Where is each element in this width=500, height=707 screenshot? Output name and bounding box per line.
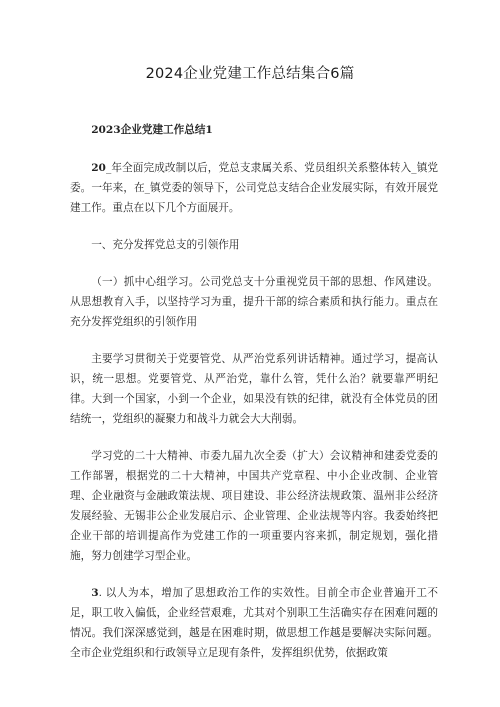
paragraph-1 — [70, 158, 438, 218]
paragraph-6 — [70, 583, 438, 663]
document-title: 2024企业党建工作总结集合6篇 — [145, 66, 355, 82]
section-subtitle: 2023企业党建工作总结1 — [91, 124, 213, 136]
paragraph-1-year: 20 — [91, 162, 106, 174]
paragraph-1-text: _年全面完成改制以后，党总支隶属关系、党员组织关系整体转入_镇党委。一年来，在_镇党委的领导下，公司党总支结合企业发展实际，有效开展党建工作。重点在以下几个方面展开。 — [70, 162, 438, 214]
paragraph-4: 主要学习贯彻关于党要管党、从严治党系列讲话精神。通过学习，提高认识，统一思想。党要管党、从严治党，靠什么管，凭什么治？就要靠严明纪律。大到一个国家，小到一个企业，如果没有铁的纪律，就没有全体党员的团结统一，党组织的凝聚力和战斗力就会大大削弱。 — [70, 353, 438, 425]
paragraph-3: （一）抓中心组学习。公司党总支十分重视党员干部的思想、作风建设。从思想教育入手，以坚持学习为重，提升干部的综合素质和执行能力。重点在充分发挥党组织的引领作用 — [70, 276, 438, 328]
document-body — [70, 120, 438, 663]
section-heading-1: 一、充分发挥党总支的引领作用 — [91, 239, 240, 251]
paragraph-6-number: 3 — [91, 587, 99, 599]
paragraph-6-text: . 以人为本，增加了思想政治工作的实效性。目前全市企业普遍开工不足，职工收入偏低，企业经营艰难，尤其对个别职工生活确实存在困难问题的情况。我们深深感觉到，越是在困难时期，做思想工作越是要解决实际问题。全市企业党组织和行政领导立足现有条件，发挥组织优势，依据政策 — [70, 587, 438, 659]
paragraph-5: 学习党的二十大精神、市委九届九次全委（扩大）会议精神和建委党委的工作部署，根据党的二十大精神，中国共产党章程、中小企业改制、企业管理、企业融资与金融政策法规、项目建设、非公经济法规政策、温州非公经济发展经验、无锡非公企业发展启示、企业管理、企业法规等内容。我委始终把企业干部的培训提高作为党建工作的一项重要内容来抓，制定规划，强化措施，努力创建学习型企业。 — [70, 450, 438, 562]
